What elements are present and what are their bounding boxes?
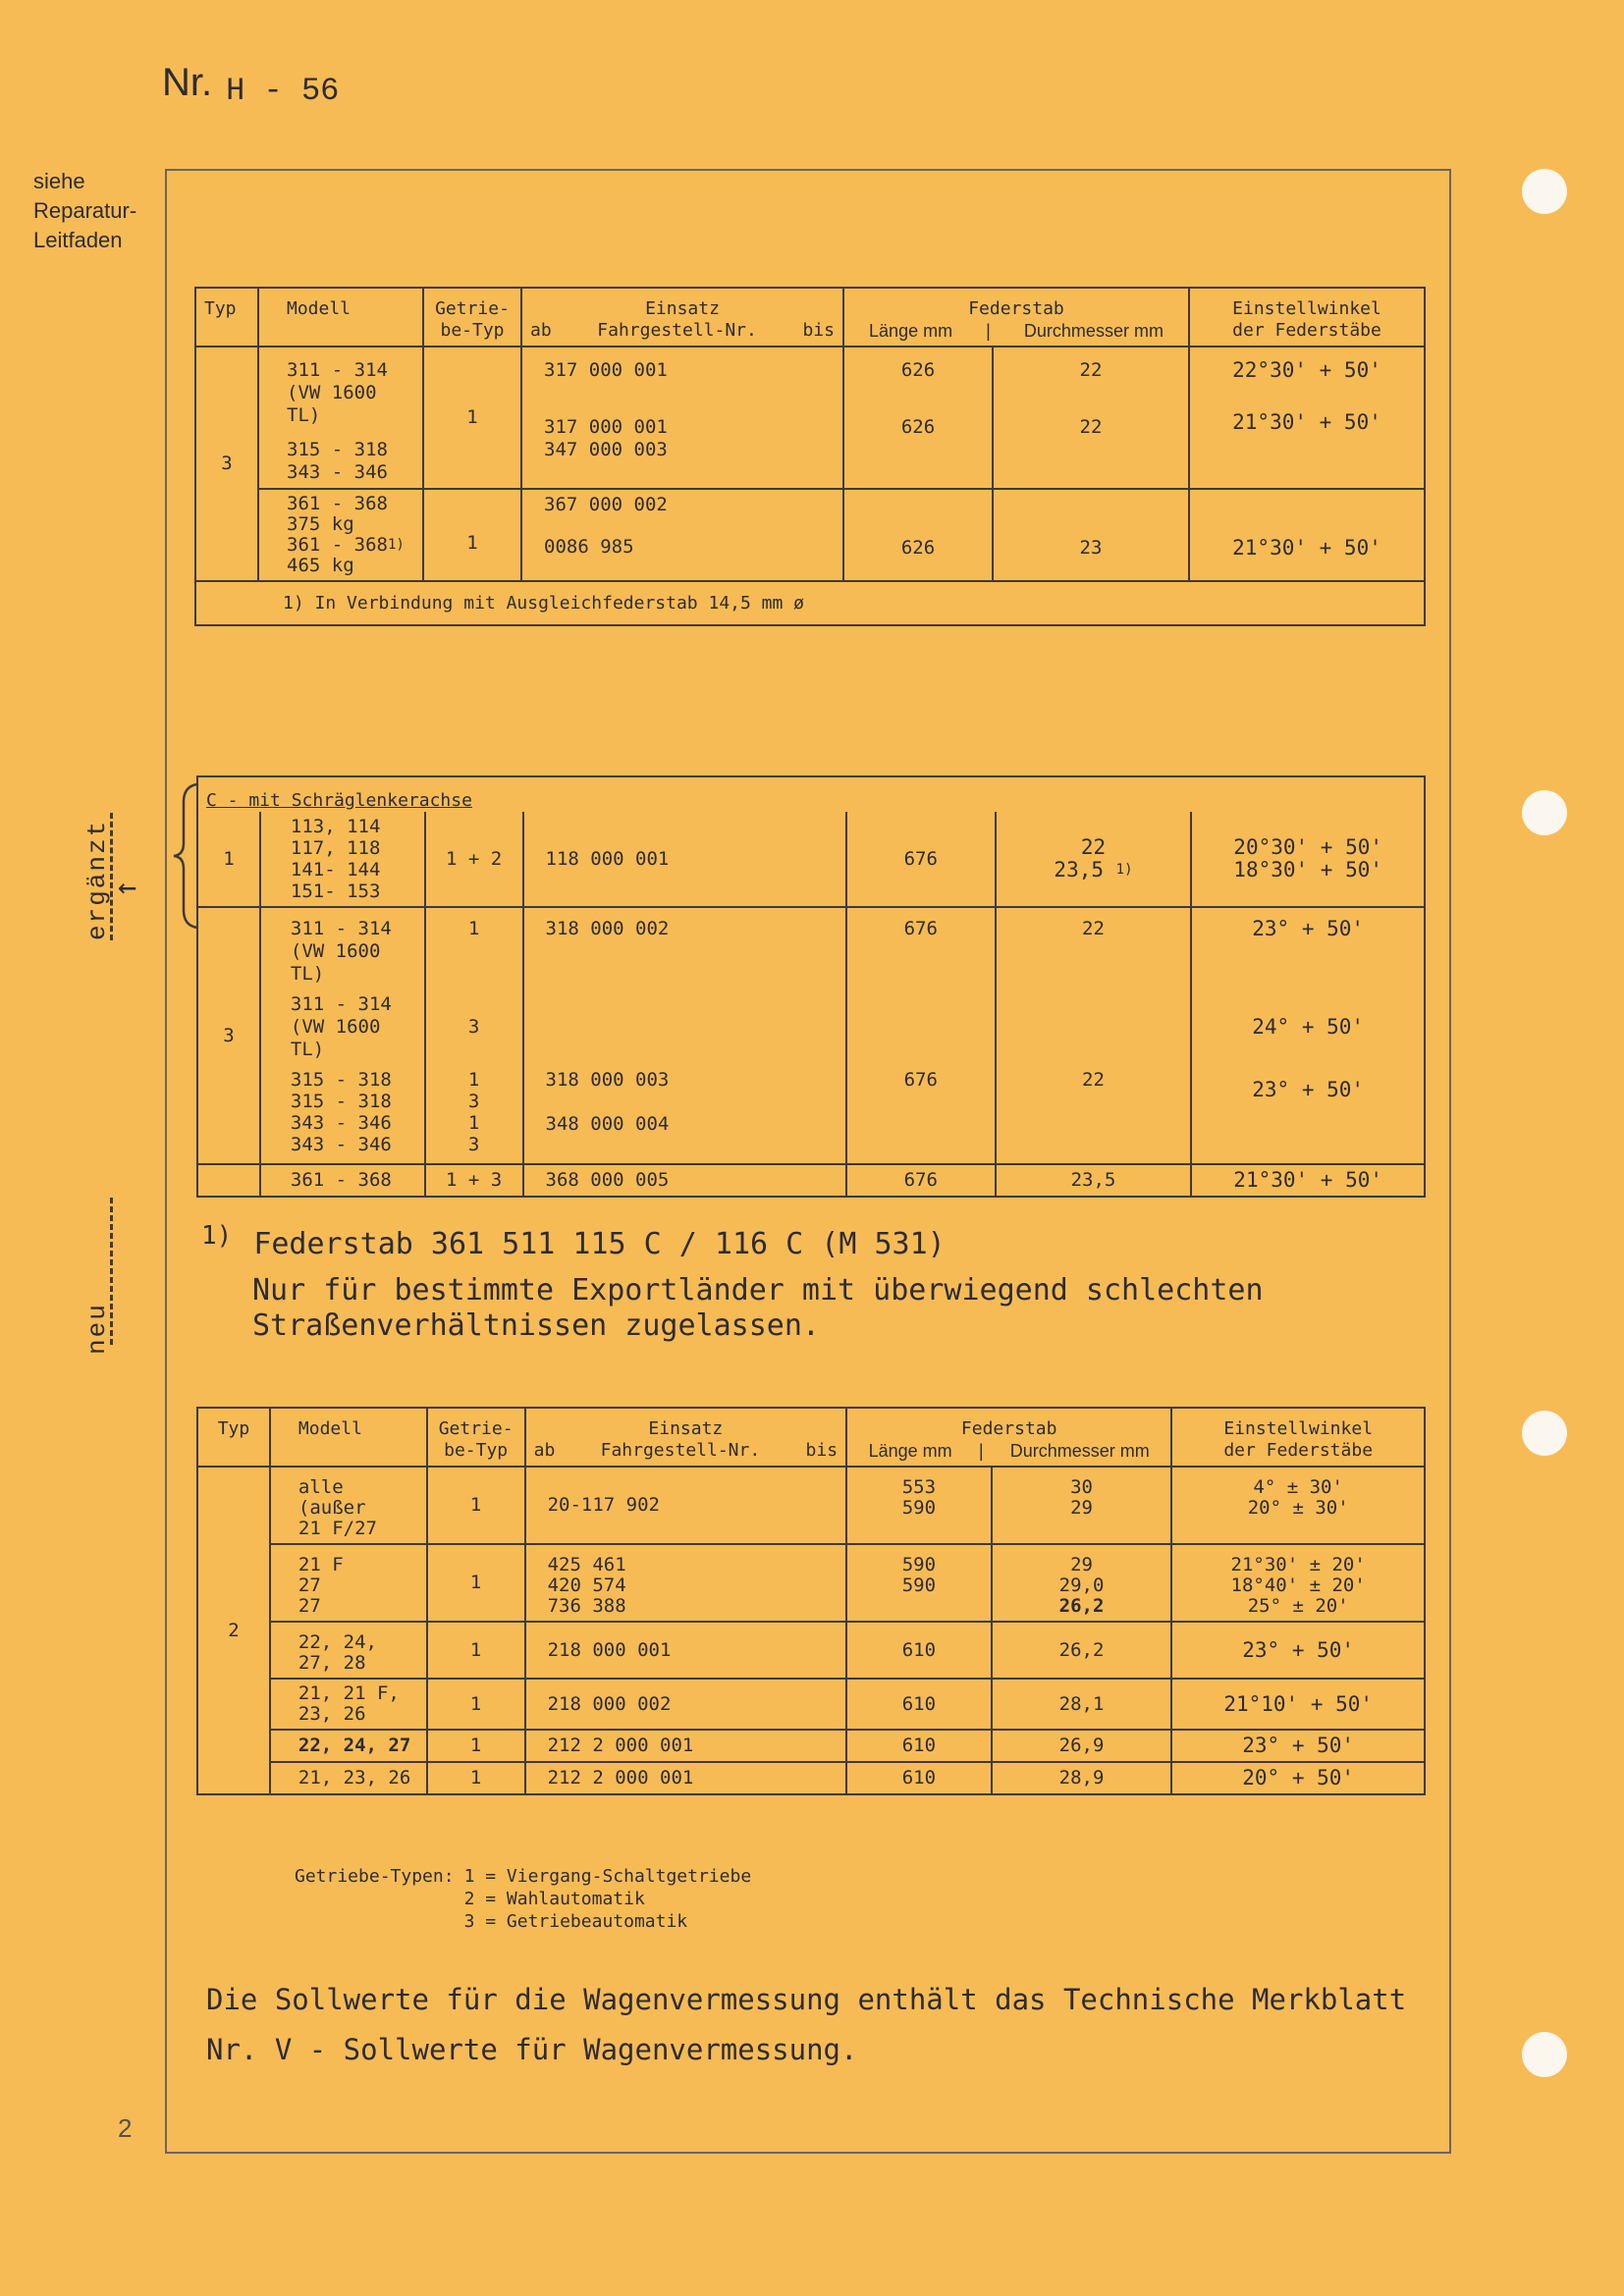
final-note-line: Die Sollwerte für die Wagenvermessung enthält das Technische Merkblatt (206, 1983, 1407, 2016)
table-row (197, 907, 1425, 989)
cell-einstellwinkel: 21°30' ± 20' 18°40' ± 20' 25° ± 20' (1171, 1544, 1425, 1622)
header-getriebe: Getrie- be-Typ (423, 288, 521, 347)
cell-getriebe: 1 (427, 1730, 525, 1762)
cell-getriebe: 1 (427, 1544, 525, 1622)
margin-note (33, 167, 136, 255)
header-typ: Typ (197, 1408, 270, 1467)
cell-einstellwinkel: 23° + 50' (1191, 1065, 1425, 1164)
cell-laenge: 676 (846, 812, 996, 907)
cell-durchmesser: 28,9 (992, 1762, 1172, 1794)
cell-laenge: 626 (843, 489, 993, 581)
cell-laenge: 626 626 (843, 347, 993, 489)
cell-laenge: 590 590 (846, 1544, 992, 1622)
cell-modell: 22, 24, 27, 28 (270, 1622, 427, 1679)
cell-getriebe: 1 (427, 1622, 525, 1679)
cell-modell: 22, 24, 27 (270, 1730, 427, 1762)
cell-einsatz: 318 000 003 348 000 004 (523, 1065, 846, 1164)
cell-einsatz (523, 989, 846, 1065)
legend-item: 2 = Wahlautomatik (463, 1889, 645, 1909)
cell-durchmesser: 22 23,5 $^{1)}$ (996, 812, 1192, 907)
table-row (197, 1164, 1425, 1197)
cell-modell: 21 F 27 27 (270, 1544, 427, 1622)
cell-durchmesser: 23 (993, 489, 1189, 581)
table-row (195, 347, 1425, 489)
cell-einstellwinkel: 21°30' + 50' (1191, 1164, 1425, 1197)
federstab-table-2 (196, 775, 1426, 1198)
header-getriebe: Getrie- be-Typ (427, 1408, 525, 1467)
cell-einsatz: 212 2 000 001 (525, 1762, 846, 1794)
cell-typ: 3 (197, 907, 260, 1164)
federstab-table-3 (196, 1407, 1426, 1795)
cell-einstellwinkel: 4° ± 30' 20° ± 30' (1171, 1467, 1425, 1544)
cell-einsatz: 368 000 005 (523, 1164, 846, 1197)
cell-typ: 1 (197, 812, 260, 907)
cell-modell: 361 - 368 375 kg 361 - 368$^{1)}$ 465 kg (258, 489, 423, 581)
header-modell: Modell (270, 1408, 427, 1467)
table-row (197, 1622, 1425, 1679)
cell-modell: 113, 114 117, 118 141- 144 151- 153 (260, 812, 425, 907)
table-row (197, 1679, 1425, 1730)
federstab-table-1 (194, 287, 1426, 626)
header-federstab: Federstab Länge mm | Durchmesser mm (846, 1408, 1171, 1467)
neu-mark: neu (82, 1303, 112, 1355)
header-federstab: Federstab Länge mm | Durchmesser mm (843, 288, 1189, 347)
table-header-row (195, 288, 1425, 347)
cell-getriebe: 3 (425, 989, 523, 1065)
cell-modell: 21, 23, 26 (270, 1762, 427, 1794)
cell-getriebe: 1 (427, 1762, 525, 1794)
arrow-left-icon: ← (118, 868, 137, 905)
cell-durchmesser: 22 (996, 1065, 1192, 1164)
table-footnote-row (195, 581, 1425, 625)
cell-einsatz: 218 000 002 (525, 1679, 846, 1730)
cell-typ (197, 1164, 260, 1197)
table-row (197, 1467, 1425, 1544)
cell-durchmesser: 22 (996, 907, 1192, 989)
binder-hole (1522, 2032, 1567, 2077)
page-number: 2 (118, 2113, 133, 2143)
final-note (206, 1975, 1406, 2075)
footnote-block (201, 1221, 1264, 1344)
legend-item: 1 = Viergang-Schaltgetriebe (463, 1866, 752, 1887)
header-typ: Typ (195, 288, 258, 347)
cell-einstellwinkel: 23° + 50' (1171, 1730, 1425, 1762)
binder-hole (1522, 169, 1567, 214)
cell-laenge: 610 (846, 1762, 992, 1794)
cell-durchmesser: 22 22 (993, 347, 1189, 489)
margin-note-line: Reparatur- (33, 198, 137, 223)
margin-note-line: siehe (33, 169, 85, 193)
table-footnote: 1) In Verbindung mit Ausgleichfederstab 14,5 mm ø (195, 581, 1425, 625)
cell-einsatz: 425 461 420 574 736 388 (525, 1544, 846, 1622)
section-title-row (197, 776, 1425, 812)
cell-durchmesser: 29 29,0 26,2 (992, 1544, 1172, 1622)
table-row (197, 989, 1425, 1065)
header-einsatz: Einsatz ab Fahrgestell-Nr. bis (521, 288, 843, 347)
cell-einstellwinkel: 22°30' + 50' 21°30' + 50' (1189, 347, 1425, 489)
cell-laenge: 676 (846, 1164, 996, 1197)
cell-getriebe: 1 + 3 (425, 1164, 523, 1197)
erganzt-dash-line (110, 813, 113, 940)
table-row (195, 489, 1425, 581)
cell-modell: 311 - 314 (VW 1600 TL) 315 - 318 343 - 346 (258, 347, 423, 489)
cell-einstellwinkel: 23° + 50' (1191, 907, 1425, 989)
cell-laenge: 676 (846, 907, 996, 989)
cell-einstellwinkel: 23° + 50' (1171, 1622, 1425, 1679)
cell-modell: 311 - 314 (VW 1600 TL) (260, 989, 425, 1065)
cell-einsatz: 317 000 001 317 000 001 347 000 003 (521, 347, 843, 489)
cell-einstellwinkel: 21°30' + 50' (1189, 489, 1425, 581)
cell-getriebe: 1 (423, 489, 521, 581)
footnote-line: Nur für bestimmte Exportländer mit überwiegend schlechten (252, 1273, 1264, 1308)
cell-laenge: 610 (846, 1730, 992, 1762)
cell-durchmesser: 28,1 (992, 1679, 1172, 1730)
cell-einstellwinkel: 20°30' + 50' 18°30' + 50' (1191, 812, 1425, 907)
cell-laenge: 553 590 (846, 1467, 992, 1544)
section-title: C - mit Schräglenkerachse (197, 776, 1425, 812)
header-einstellwinkel: Einstellwinkel der Federstäbe (1171, 1408, 1425, 1467)
footnote-line: Federstab 361 511 115 C / 116 C (M 531) (253, 1227, 946, 1261)
cell-einsatz: 218 000 001 (525, 1622, 846, 1679)
cell-getriebe: 1 (427, 1467, 525, 1544)
nr-value: H - 56 (226, 73, 340, 109)
cell-getriebe: 1 3 1 3 (425, 1065, 523, 1164)
cell-durchmesser: 30 29 (992, 1467, 1172, 1544)
cell-einstellwinkel: 20° + 50' (1171, 1762, 1425, 1794)
cell-modell: 315 - 318 315 - 318 343 - 346 343 - 346 (260, 1065, 425, 1164)
cell-modell: 21, 21 F, 23, 26 (270, 1679, 427, 1730)
cell-getriebe: 1 + 2 (425, 812, 523, 907)
cell-einstellwinkel: 24° + 50' (1191, 989, 1425, 1065)
header-modell: Modell (258, 288, 423, 347)
cell-getriebe: 1 (423, 347, 521, 489)
footnote-line: Straßenverhältnissen zugelassen. (252, 1308, 820, 1343)
cell-einstellwinkel: 21°10' + 50' (1171, 1679, 1425, 1730)
final-note-line: Nr. V - Sollwerte für Wagenvermessung. (206, 2033, 858, 2066)
cell-laenge: 676 (846, 1065, 996, 1164)
nr-label: Nr. (162, 61, 213, 104)
cell-laenge: 610 (846, 1679, 992, 1730)
neu-dash-line (110, 1198, 113, 1345)
table-row (197, 1544, 1425, 1622)
table-row (197, 1730, 1425, 1762)
cell-typ: 2 (197, 1467, 270, 1794)
cell-typ: 3 (195, 347, 258, 581)
cell-einsatz: 20-117 902 (525, 1467, 846, 1544)
cell-einsatz: 318 000 002 (523, 907, 846, 989)
cell-einsatz: 212 2 000 001 (525, 1730, 846, 1762)
cell-durchmesser (996, 989, 1192, 1065)
legend-item: 3 = Getriebeautomatik (463, 1911, 688, 1932)
footnote-marker: 1) (201, 1221, 233, 1251)
cell-laenge (846, 989, 996, 1065)
cell-einsatz: 367 000 002 0086 985 (521, 489, 843, 581)
legend-label: Getriebe-Typen: (295, 1866, 455, 1887)
table-row (197, 1762, 1425, 1794)
cell-einsatz: 118 000 001 (523, 812, 846, 907)
table-row (197, 1065, 1425, 1164)
cell-modell: 361 - 368 (260, 1164, 425, 1197)
table-header-row (197, 1408, 1425, 1467)
cell-getriebe: 1 (425, 907, 523, 989)
margin-note-line: Leitfaden (33, 228, 123, 252)
binder-hole (1522, 1411, 1567, 1456)
cell-laenge: 610 (846, 1622, 992, 1679)
header-einsatz: Einsatz ab Fahrgestell-Nr. bis (525, 1408, 846, 1467)
table-row (197, 812, 1425, 907)
cell-modell: 311 - 314 (VW 1600 TL) (260, 907, 425, 989)
cell-durchmesser: 26,2 (992, 1622, 1172, 1679)
cell-getriebe: 1 (427, 1679, 525, 1730)
getriebe-typen-legend (295, 1865, 751, 1933)
erganzt-mark: ergänzt (82, 819, 112, 940)
header-einstellwinkel: Einstellwinkel der Federstäbe (1189, 288, 1425, 347)
cell-modell: alle (außer 21 F/27 (270, 1467, 427, 1544)
binder-hole (1522, 790, 1567, 835)
document-number (162, 61, 340, 109)
cell-durchmesser: 26,9 (992, 1730, 1172, 1762)
cell-durchmesser: 23,5 (996, 1164, 1192, 1197)
